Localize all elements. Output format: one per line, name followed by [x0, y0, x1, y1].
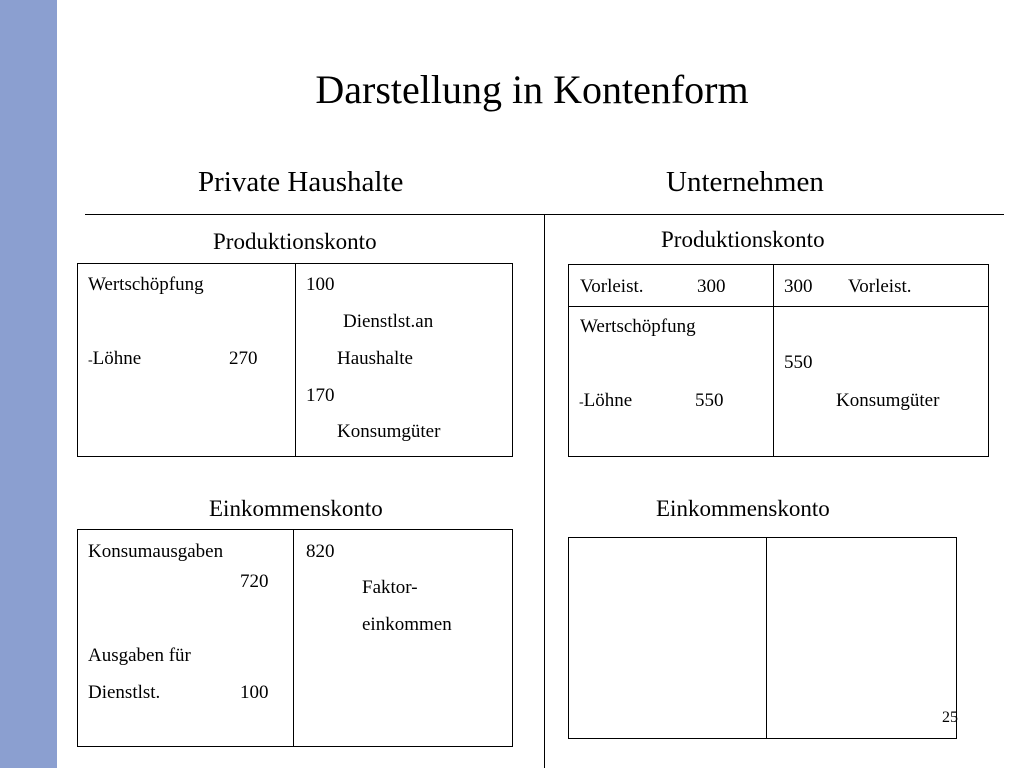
- right-prod-debit-value-2: 550: [695, 390, 724, 411]
- right-prod-konto-row-divider: [568, 306, 989, 307]
- slide-title: Darstellung in Kontenform: [315, 67, 749, 112]
- left-ek-konto-label: Einkommenskonto: [209, 496, 383, 521]
- left-ek-credit-item-a: Faktor-: [362, 577, 418, 598]
- left-prod-credit-item-1a: Dienstlst.an: [343, 311, 434, 332]
- page-number: 25: [942, 709, 958, 726]
- left-ek-credit-value: 820: [306, 541, 335, 562]
- left-prod-konto-label: Produktionskonto: [213, 229, 377, 254]
- left-ek-konto-column-divider: [293, 529, 294, 747]
- left-prod-debit-value: 270: [229, 348, 258, 369]
- heading-private-haushalte: Private Haushalte: [198, 166, 404, 198]
- left-ek-debit-item-1: Konsumausgaben: [88, 541, 224, 562]
- right-prod-debit-dash: -: [579, 395, 584, 410]
- left-prod-credit-item-1b: Haushalte: [337, 348, 413, 369]
- left-prod-debit-item: Löhne: [92, 348, 142, 369]
- left-prod-debit-label: Wertschöpfung: [88, 274, 204, 295]
- right-ek-konto-table: [568, 537, 957, 739]
- left-prod-debit-dash: -: [88, 353, 93, 368]
- left-ek-credit-item-b: einkommen: [362, 614, 452, 635]
- right-prod-debit-item-1: Vorleist.: [580, 276, 644, 297]
- right-prod-credit-item-2: Konsumgüter: [836, 390, 940, 411]
- right-prod-debit-row: [579, 390, 632, 412]
- heading-unternehmen: Unternehmen: [666, 166, 824, 198]
- right-prod-credit-value-2: 550: [784, 352, 813, 373]
- right-ek-konto-column-divider: [766, 537, 767, 739]
- slide-side-bar: [0, 0, 57, 768]
- left-ek-debit-value-2: 100: [240, 682, 269, 703]
- left-ek-debit-item-2a: Ausgaben für: [88, 645, 191, 666]
- right-prod-konto-column-divider: [773, 264, 774, 457]
- right-prod-debit-item-2: Löhne: [583, 390, 633, 411]
- right-ek-konto-label: Einkommenskonto: [656, 496, 830, 521]
- left-prod-credit-item-2: Konsumgüter: [337, 421, 441, 442]
- right-prod-debit-label: Wertschöpfung: [580, 316, 696, 337]
- left-prod-credit-value-1: 100: [306, 274, 335, 295]
- left-ek-debit-value-1: 720: [240, 571, 269, 592]
- right-prod-credit-value-1: 300: [784, 276, 813, 297]
- left-prod-konto-column-divider: [295, 263, 296, 457]
- right-prod-credit-item-1: Vorleist.: [848, 276, 912, 297]
- left-prod-debit-row: [88, 348, 141, 370]
- right-prod-debit-value-1: 300: [697, 276, 726, 297]
- left-prod-credit-value-2: 170: [306, 385, 335, 406]
- right-prod-konto-label: Produktionskonto: [661, 227, 825, 252]
- vertical-divider: [544, 214, 545, 768]
- left-ek-debit-item-2b: Dienstlst.: [88, 682, 161, 703]
